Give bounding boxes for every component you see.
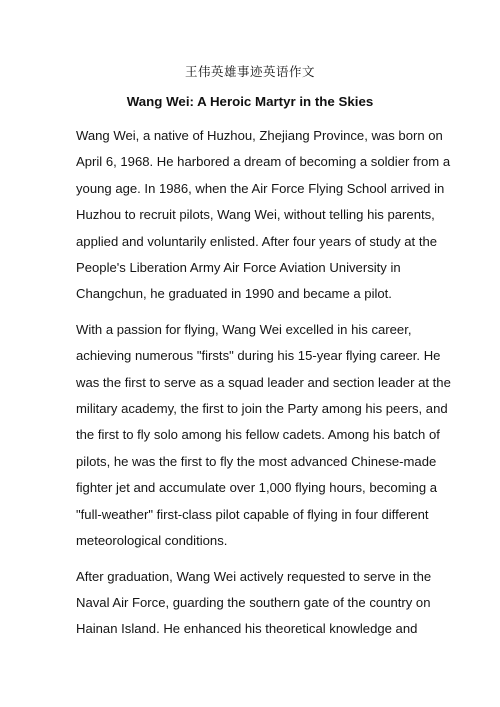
chinese-title: 王伟英雄事迹英语作文 [184, 64, 315, 79]
text-line: the first to fly solo among his fellow cadets. Among his batch of [76, 427, 440, 443]
text-line: Huzhou to recruit pilots, Wang Wei, without telling his parents, [76, 207, 435, 223]
text-line: People's Liberation Army Air Force Aviation University in [76, 260, 401, 276]
text-line: Hainan Island. He enhanced his theoretical knowledge and [76, 621, 418, 637]
text-line: Naval Air Force, guarding the southern gate of the country on [76, 594, 431, 610]
text-line: applied and voluntarily enlisted. After four years of study at the [76, 233, 438, 249]
text-line: fighter jet and accumulate over 1,000 flying hours, becoming a [76, 480, 438, 496]
document-body [76, 123, 451, 652]
paragraph-3 [76, 564, 432, 643]
text-line: "full-weather" first-class pilot capable of flying in four different [76, 506, 429, 522]
text-line: April 6, 1968. He harbored a dream of becoming a soldier from a [76, 154, 451, 170]
text-line: After graduation, Wang Wei actively requested to serve in the [76, 568, 432, 584]
text-line: achieving numerous "firsts" during his 15-year flying career. He [76, 348, 441, 364]
paragraph-2 [76, 317, 451, 555]
text-line: meteorological conditions. [76, 533, 228, 549]
text-line: Wang Wei, a native of Huzhou, Zhejiang Province, was born on [76, 128, 443, 143]
text-line: young age. In 1986, when the Air Force Flying School arrived in [76, 180, 445, 196]
text-line: military academy, the first to join the Party among his peers, and [76, 401, 448, 417]
english-title: Wang Wei: A Heroic Martyr in the Skies [126, 94, 374, 109]
text-line: With a passion for flying, Wang Wei excelled in his career, [76, 321, 412, 337]
text-line: pilots, he was the first to fly the most advanced Chinese-made [76, 453, 437, 469]
text-line: was the first to serve as a squad leader and section leader at the [76, 374, 451, 390]
text-line: Changchun, he graduated in 1990 and became a pilot. [76, 286, 392, 302]
paragraph-1 [76, 123, 451, 308]
